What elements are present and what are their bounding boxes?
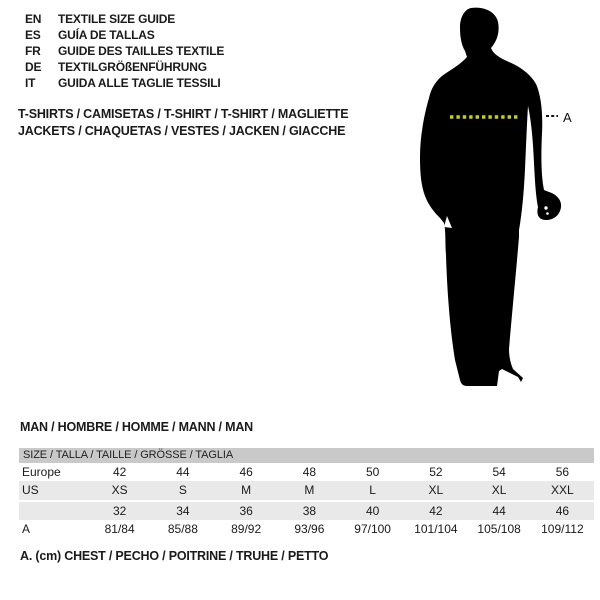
table-row-europe [19, 463, 594, 481]
measure-footnote: A. (cm) CHEST / PECHO / POITRINE / TRUHE / PETTO [20, 549, 329, 563]
size-cell: 93/96 [294, 522, 325, 536]
language-code: IT [25, 76, 36, 90]
language-row-fr [25, 43, 224, 59]
size-cell: 56 [555, 465, 570, 479]
table-row-us [19, 481, 594, 500]
table-row-chest-a [19, 520, 594, 538]
size-cell: 44 [176, 465, 190, 479]
man-silhouette-figure [405, 5, 580, 397]
language-code: FR [25, 44, 41, 58]
product-type-line-1: T-SHIRTS / CAMISETAS / T-SHIRT / T-SHIRT / MAGLIETTE [18, 107, 349, 121]
size-cell: S [178, 483, 187, 497]
size-cell: 38 [302, 504, 317, 518]
size-cell: 34 [176, 504, 190, 518]
section-title-man: MAN / HOMBRE / HOMME / MANN / MAN [20, 420, 253, 434]
language-row-de [25, 59, 224, 75]
size-cell: XS [111, 483, 128, 497]
size-table [19, 448, 594, 538]
row-label: Europe [22, 465, 61, 479]
size-cell: 54 [492, 465, 506, 479]
row-label [19, 502, 88, 520]
size-cell: 44 [492, 504, 506, 518]
size-cell: 52 [429, 465, 443, 479]
size-cell: 46 [555, 504, 570, 518]
size-cell: XXL [551, 483, 574, 497]
language-row-es [25, 27, 224, 43]
row-label: US [22, 483, 39, 497]
size-cell: 42 [112, 465, 127, 479]
language-label: TEXTILE SIZE GUIDE [58, 12, 176, 26]
size-cell: 36 [239, 504, 253, 518]
size-cell: 48 [302, 465, 317, 479]
language-code: ES [25, 28, 41, 42]
size-cell: 42 [429, 504, 443, 518]
size-cell: 109/112 [541, 522, 584, 536]
size-cell: 32 [112, 504, 127, 518]
language-row-en [25, 11, 224, 27]
language-label: GUÍA DE TALLAS [58, 28, 155, 42]
size-cell: XL [491, 483, 507, 497]
size-cell: XL [428, 483, 444, 497]
language-code: EN [25, 12, 42, 26]
size-cell: 46 [239, 465, 253, 479]
size-cell: L [369, 483, 376, 497]
size-cell: 105/108 [477, 522, 521, 536]
thumb-notch [546, 212, 549, 215]
size-cell: 89/92 [231, 522, 262, 536]
size-cell: 85/88 [167, 522, 198, 536]
language-label: TEXTILGRÖßENFÜHRUNG [58, 60, 207, 74]
size-cell: 81/84 [104, 522, 135, 536]
size-cell: 101/104 [414, 522, 458, 536]
size-cell: M [241, 483, 252, 497]
language-code: DE [25, 60, 42, 74]
size-cell: M [304, 483, 315, 497]
measure-label-a: A [563, 110, 572, 125]
product-type-line-2: JACKETS / CHAQUETAS / VESTES / JACKEN / GIACCHE [18, 124, 346, 138]
language-label: GUIDA ALLE TAGLIE TESSILI [58, 76, 221, 90]
language-label: GUIDE DES TAILLES TEXTILE [58, 44, 225, 58]
table-row-numeric [19, 502, 594, 520]
size-cell: 40 [365, 504, 380, 518]
thumb-notch [544, 206, 547, 209]
size-table-header: SIZE / TALLA / TAILLE / GRÖSSE / TAGLIA [19, 448, 594, 463]
language-row-it [25, 75, 224, 91]
man-silhouette [420, 8, 561, 386]
language-list [25, 11, 224, 91]
row-label: A [22, 522, 31, 536]
product-types [18, 106, 348, 140]
size-cell: 97/100 [354, 522, 391, 536]
size-cell: 50 [365, 465, 380, 479]
